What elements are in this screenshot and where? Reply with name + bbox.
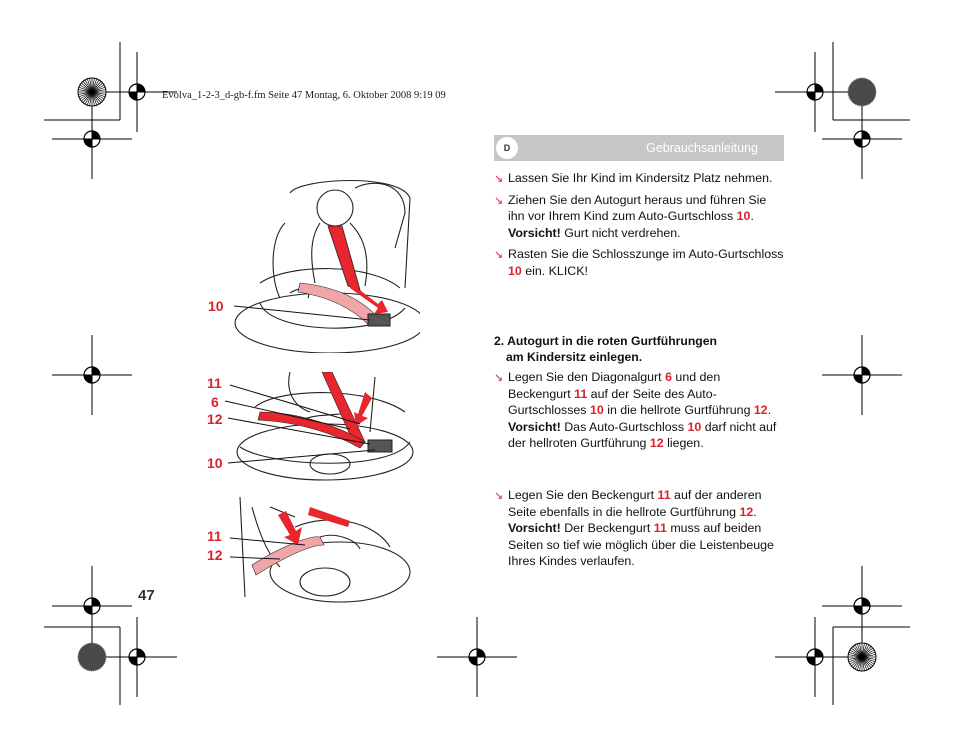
reference-number: 11: [574, 386, 588, 401]
instruction-text: in die hellrote Gurtführung: [603, 403, 754, 418]
bullet-arrow-icon: ↘: [494, 173, 504, 185]
bullet-arrow-icon: ↘: [494, 372, 504, 384]
instruction-item: [494, 246, 786, 279]
section-heading-line: 2. Autogurt in die roten Gurtführungen: [494, 334, 717, 348]
instruction-text: Vorsicht!: [508, 419, 561, 434]
instruction-item: [494, 170, 786, 187]
instruction-text: auf der Seite des Auto-Gurtschlosses: [508, 386, 717, 418]
instruction-text: Legen Sie den Beckengurt: [508, 488, 658, 502]
section-title: Gebrauchsanleitung: [646, 141, 758, 155]
bullet-arrow-icon: ↘: [494, 194, 504, 207]
instruction-text: Vorsicht!: [508, 521, 561, 536]
file-slug: Evolva_1-2-3_d-gb-f.fm Seite 47 Montag, 6. Oktober 2008 9:19 09: [162, 90, 446, 101]
callout-label: 10: [207, 455, 223, 471]
bullet-arrow-icon: ↘: [494, 490, 504, 502]
instruction-text: Das Auto-Gurtschloss: [560, 419, 688, 434]
step1-list: [494, 170, 786, 280]
reference-number: 12: [739, 504, 754, 519]
section-heading-line: am Kindersitz einlegen.: [506, 350, 643, 364]
instruction-text: Vorsicht!: [508, 225, 561, 240]
instruction-item: [494, 192, 786, 242]
reference-number: 10: [736, 209, 751, 224]
reference-number: 10: [589, 403, 604, 418]
figure-3-illustration: [200, 497, 420, 605]
instruction-text: muss auf beiden Seiten so tief wie möglich über die Leistenbeuge Ihres Kindes verlaufen.: [508, 521, 774, 569]
callout-label: 10: [208, 298, 224, 314]
instruction-text: .: [767, 403, 772, 418]
instruction-text: .: [753, 504, 757, 519]
instruction-text: Rasten Sie die Schlosszunge im Auto-Gurtschloss: [508, 247, 784, 262]
reference-number: 10: [687, 419, 702, 434]
instruction-item: [494, 487, 786, 570]
figure-2-illustration: [200, 372, 420, 484]
instruction-text: Der Beckengurt: [560, 521, 654, 536]
instruction-text: darf nicht auf der hellroten Gurtführung: [508, 419, 777, 451]
callout-label: 6: [211, 394, 219, 410]
reference-number: 11: [653, 521, 667, 536]
reference-number: 12: [649, 436, 664, 451]
instruction-text: liegen.: [663, 436, 704, 451]
section-heading: [494, 333, 786, 365]
section-header-bar: [494, 135, 784, 161]
callout-label: 12: [207, 411, 223, 427]
instruction-text: .: [750, 209, 754, 224]
callout-label: 12: [207, 547, 223, 563]
instruction-text: Gurt nicht verdrehen.: [560, 225, 681, 240]
step2-list: [494, 369, 786, 452]
callout-label: 11: [207, 375, 222, 391]
language-badge: D: [496, 137, 518, 159]
instruction-text: Ziehen Sie den Autogurt heraus und führen Sie ihn vor Ihrem Kind zum Auto-Gurtschloss: [508, 192, 767, 224]
instruction-text: auf der anderen Seite ebenfalls in die hellrote Gurtführung: [508, 488, 762, 519]
instruction-text: ein. KLICK!: [521, 263, 588, 278]
reference-number: 6: [665, 370, 672, 384]
bullet-arrow-icon: ↘: [494, 249, 504, 262]
figure-1-illustration: [200, 168, 420, 353]
page-number: 47: [138, 587, 155, 604]
instruction-text: Legen Sie den Diagonalgurt: [508, 370, 666, 384]
reference-number: 12: [753, 403, 768, 418]
instruction-item: [494, 369, 786, 452]
step3-list: [494, 487, 786, 570]
reference-number: 11: [657, 488, 671, 502]
reference-number: 10: [508, 263, 522, 278]
callout-label: 11: [207, 528, 222, 544]
instruction-text: Lassen Sie Ihr Kind im Kindersitz Platz nehmen.: [508, 171, 773, 185]
instruction-text: und den Beckengurt: [508, 370, 721, 401]
